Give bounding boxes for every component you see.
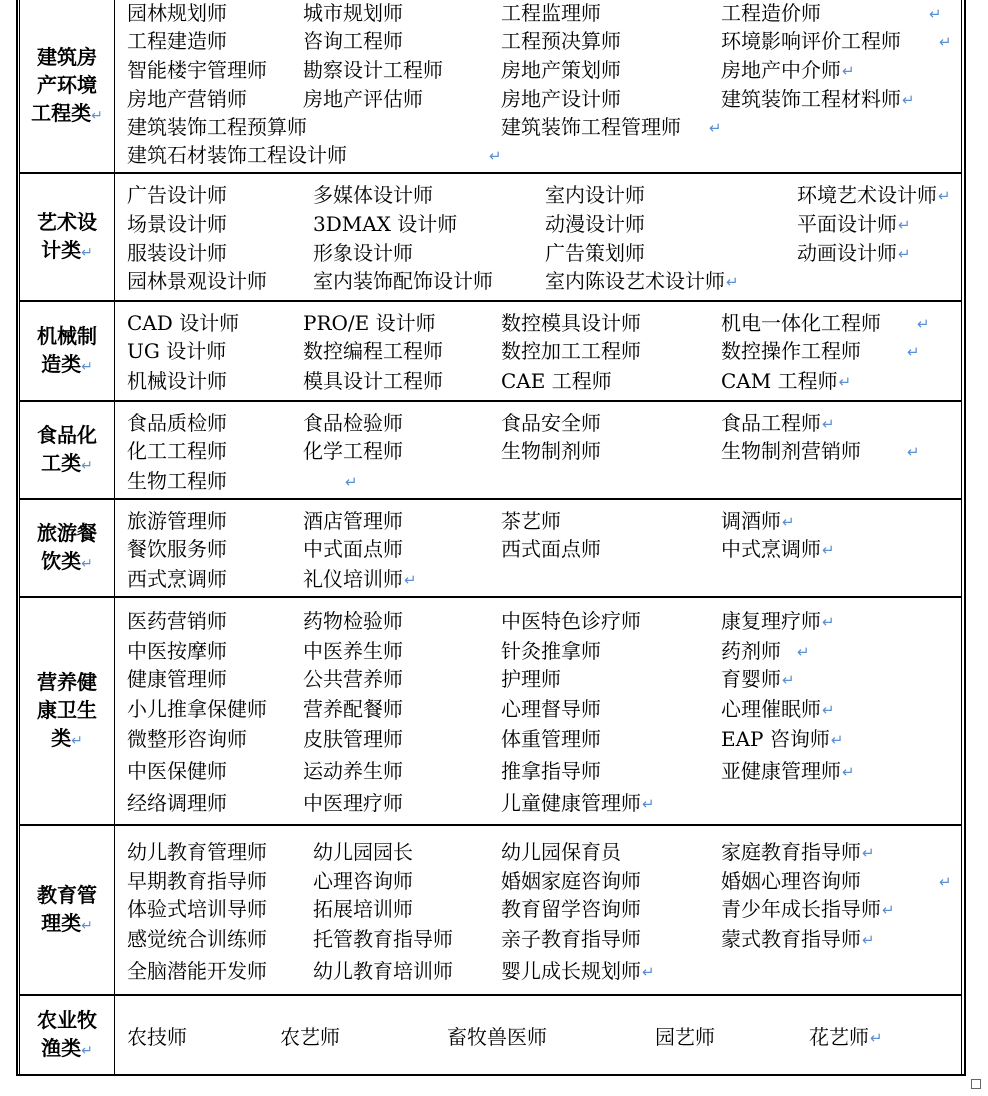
- paragraph-mark-icon: ↵: [929, 5, 942, 23]
- profession-item: 针灸推拿师: [501, 639, 601, 663]
- paragraph-mark-icon: ↵: [830, 731, 844, 749]
- profession-item: 生物工程师: [127, 469, 227, 493]
- profession-item: 机械设计师: [127, 369, 227, 393]
- paragraph-mark-icon: ↵: [841, 62, 855, 80]
- column-divider: [114, 826, 115, 994]
- profession-item: 广告设计师: [127, 183, 227, 207]
- profession-item: 咨询工程师: [303, 29, 403, 53]
- paragraph-mark-icon: ↵: [907, 343, 920, 361]
- profession-item: 教育留学咨询师: [501, 897, 641, 921]
- profession-item: 环境艺术设计师: [797, 183, 937, 207]
- profession-item: 护理师: [501, 667, 561, 691]
- profession-item: 儿童健康管理师: [501, 791, 641, 815]
- paragraph-mark-icon: ↵: [489, 147, 502, 165]
- profession-item: 动画设计师: [797, 241, 897, 265]
- profession-item: 服装设计师: [127, 241, 227, 265]
- profession-item: 多媒体设计师: [313, 183, 433, 207]
- table-row-divider: [19, 172, 962, 174]
- profession-item: 旅游管理师: [127, 509, 227, 533]
- profession-item: UG 设计师: [127, 339, 227, 363]
- category-cell: [20, 402, 114, 498]
- paragraph-mark-icon: ↵: [797, 643, 810, 661]
- paragraph-mark-icon: ↵: [939, 33, 952, 51]
- paragraph-mark-icon: ↵: [937, 187, 951, 205]
- profession-item: 心理催眠师: [721, 697, 821, 721]
- paragraph-mark-icon: ↵: [907, 443, 920, 461]
- profession-item: 食品安全师: [501, 411, 601, 435]
- profession-item: 广告策划师: [545, 241, 645, 265]
- paragraph-mark-icon: ↵: [81, 358, 93, 375]
- category-line: 渔类↵: [41, 1035, 93, 1060]
- profession-item: 机电一体化工程师: [721, 311, 881, 335]
- profession-item: 房地产评估师: [303, 87, 423, 111]
- profession-item: 拓展培训师: [313, 897, 413, 921]
- profession-item: 食品检验师: [303, 411, 403, 435]
- category-label: [37, 668, 97, 755]
- profession-item: 食品工程师: [721, 411, 821, 435]
- category-line: 计类↵: [41, 237, 93, 262]
- profession-item: 智能楼宇管理师: [127, 58, 267, 82]
- profession-item: 体重管理师: [501, 727, 601, 751]
- paragraph-mark-icon: ↵: [861, 931, 875, 949]
- profession-item: 房地产设计师: [501, 87, 621, 111]
- profession-item: 全脑潜能开发师: [127, 959, 267, 983]
- profession-item: 平面设计师: [797, 212, 897, 236]
- paragraph-mark-icon: ↵: [821, 701, 835, 719]
- profession-item: 化工工程师: [127, 439, 227, 463]
- table-border-left: [16, 0, 18, 1076]
- profession-item: 城市规划师: [303, 1, 403, 25]
- profession-item: 工程造价师: [721, 1, 821, 25]
- profession-item: 幼儿教育管理师: [127, 840, 267, 864]
- profession-item: 感觉统合训练师: [127, 927, 267, 951]
- profession-item: 心理督导师: [501, 697, 601, 721]
- table-row-divider: [19, 596, 962, 598]
- profession-item: 室内装饰配饰设计师: [313, 269, 493, 293]
- profession-item: 场景设计师: [127, 212, 227, 236]
- profession-item: EAP 咨询师: [721, 727, 830, 751]
- profession-item: 化学工程师: [303, 439, 403, 463]
- profession-item: 营养配餐师: [303, 697, 403, 721]
- paragraph-mark-icon: ↵: [939, 873, 952, 891]
- paragraph-mark-icon: ↵: [345, 473, 358, 491]
- category-cell: [20, 826, 114, 994]
- profession-item: CAD 设计师: [127, 311, 240, 335]
- profession-item: 动漫设计师: [545, 212, 645, 236]
- profession-item: 数控操作工程师: [721, 339, 861, 363]
- category-line: 教育管: [37, 882, 97, 907]
- column-divider: [114, 0, 115, 172]
- paragraph-mark-icon: ↵: [781, 671, 795, 689]
- profession-item: 心理咨询师: [313, 869, 413, 893]
- profession-item: 农艺师: [280, 1025, 340, 1049]
- profession-item: 幼儿教育培训师: [313, 959, 453, 983]
- profession-item: 家庭教育指导师: [721, 840, 861, 864]
- category-line: 造类↵: [41, 351, 93, 376]
- category-line: 产环境: [36, 72, 97, 97]
- profession-item: 药剂师: [721, 639, 781, 663]
- profession-item: 形象设计师: [313, 241, 413, 265]
- profession-item: 蒙式教育指导师: [721, 927, 861, 951]
- category-line: 农业牧: [37, 1007, 97, 1032]
- profession-item: 体验式培训导师: [127, 897, 267, 921]
- column-divider: [114, 996, 115, 1074]
- profession-item: 工程预决算师: [501, 29, 621, 53]
- column-divider: [114, 598, 115, 824]
- profession-item: 推拿指导师: [501, 759, 601, 783]
- profession-item: 室内陈设艺术设计师: [545, 269, 725, 293]
- profession-item: 幼儿园保育员: [501, 840, 621, 864]
- profession-item: 3DMAX 设计师: [313, 212, 458, 236]
- profession-item: 环境影响评价工程师: [721, 29, 901, 53]
- profession-item: 花艺师: [809, 1025, 869, 1049]
- profession-item: 园艺师: [655, 1025, 715, 1049]
- category-label: [37, 421, 97, 480]
- column-divider: [114, 174, 115, 300]
- category-line: 理类↵: [41, 910, 93, 935]
- profession-item: 酒店管理师: [303, 509, 403, 533]
- profession-item: CAM 工程师: [721, 369, 838, 393]
- profession-item: 中式面点师: [303, 537, 403, 561]
- category-cell: [20, 598, 114, 824]
- paragraph-mark-icon: ↵: [821, 541, 835, 559]
- profession-item: 皮肤管理师: [303, 727, 403, 751]
- profession-item: 房地产营销师: [127, 87, 247, 111]
- column-divider: [114, 500, 115, 596]
- profession-item: 运动养生师: [303, 759, 403, 783]
- table-border-right-inner: [961, 0, 962, 1074]
- category-line: 旅游餐: [37, 520, 97, 545]
- profession-item: 调酒师: [721, 509, 781, 533]
- paragraph-mark-icon: ↵: [897, 245, 911, 263]
- category-label: [37, 1006, 97, 1065]
- table-row-divider: [16, 1074, 966, 1076]
- profession-item: 建筑石材装饰工程设计师: [127, 143, 347, 167]
- category-label: [37, 519, 97, 578]
- profession-item: 生物制剂营销师: [721, 439, 861, 463]
- category-cell: [20, 174, 114, 300]
- profession-item: 工程监理师: [501, 1, 601, 25]
- paragraph-mark-icon: ↵: [841, 763, 855, 781]
- category-line: 食品化: [37, 422, 97, 447]
- profession-item: 生物制剂师: [501, 439, 601, 463]
- category-line: 营养健: [37, 669, 97, 694]
- profession-item: 育婴师: [721, 667, 781, 691]
- profession-item: 园林景观设计师: [127, 269, 267, 293]
- category-line: 工程类↵: [31, 100, 103, 125]
- profession-item: 勘察设计工程师: [303, 58, 443, 82]
- category-label: [37, 881, 97, 940]
- profession-item: 经络调理师: [127, 791, 227, 815]
- category-line: 类↵: [51, 725, 83, 750]
- profession-item: 康复理疗师: [721, 609, 821, 633]
- paragraph-mark-icon: ↵: [403, 571, 417, 589]
- profession-item: 建筑装饰工程材料师: [721, 87, 901, 111]
- profession-item: 园林规划师: [127, 1, 227, 25]
- table-row-divider: [19, 400, 962, 402]
- paragraph-mark-icon: ↵: [881, 901, 895, 919]
- paragraph-mark-icon: ↵: [81, 1042, 93, 1059]
- profession-item: 茶艺师: [501, 509, 561, 533]
- paragraph-mark-icon: ↵: [81, 917, 93, 934]
- paragraph-mark-icon: ↵: [91, 107, 103, 124]
- category-line: 饮类↵: [41, 548, 93, 573]
- paragraph-mark-icon: ↵: [897, 216, 911, 234]
- paragraph-mark-icon: ↵: [641, 795, 655, 813]
- profession-item: 健康管理师: [127, 667, 227, 691]
- profession-item: 婚姻心理咨询师: [721, 869, 861, 893]
- profession-item: 中医保健师: [127, 759, 227, 783]
- profession-item: 中式烹调师: [721, 537, 821, 561]
- profession-item: 医药营销师: [127, 609, 227, 633]
- profession-item: 婚姻家庭咨询师: [501, 869, 641, 893]
- profession-item: 建筑装饰工程预算师: [127, 115, 307, 139]
- profession-item: 中医特色诊疗师: [501, 609, 641, 633]
- profession-item: 食品质检师: [127, 411, 227, 435]
- category-line: 康卫生: [37, 697, 97, 722]
- paragraph-mark-icon: ↵: [641, 963, 655, 981]
- table-row-divider: [19, 300, 962, 302]
- profession-item: 中医理疗师: [303, 791, 403, 815]
- table-row-divider: [19, 824, 962, 826]
- profession-item: 餐饮服务师: [127, 537, 227, 561]
- category-line: 建筑房: [36, 44, 97, 69]
- profession-item: 公共营养师: [303, 667, 403, 691]
- paragraph-mark-icon: ↵: [71, 732, 83, 749]
- category-line: 工类↵: [41, 450, 93, 475]
- category-cell: [20, 0, 114, 172]
- paragraph-mark-icon: ↵: [821, 613, 835, 631]
- paragraph-mark-icon: ↵: [709, 119, 722, 137]
- profession-item: CAE 工程师: [501, 369, 612, 393]
- profession-item: 幼儿园园长: [313, 840, 413, 864]
- category-label: [31, 43, 103, 130]
- resize-handle-icon[interactable]: [971, 1079, 981, 1089]
- paragraph-mark-icon: ↵: [917, 315, 930, 333]
- column-divider: [114, 402, 115, 498]
- paragraph-mark-icon: ↵: [821, 415, 835, 433]
- table-row-divider: [19, 994, 962, 996]
- paragraph-mark-icon: ↵: [81, 244, 93, 261]
- category-cell: [20, 302, 114, 400]
- profession-item: 婴儿成长规划师: [501, 959, 641, 983]
- profession-item: 农技师: [127, 1025, 187, 1049]
- profession-item: 中医养生师: [303, 639, 403, 663]
- profession-item: 托管教育指导师: [313, 927, 453, 951]
- profession-item: 工程建造师: [127, 29, 227, 53]
- profession-item: 早期教育指导师: [127, 869, 267, 893]
- category-label: [37, 208, 97, 267]
- paragraph-mark-icon: ↵: [869, 1029, 883, 1047]
- profession-item: 药物检验师: [303, 609, 403, 633]
- category-cell: [20, 500, 114, 596]
- profession-item: 中医按摩师: [127, 639, 227, 663]
- profession-item: 微整形咨询师: [127, 727, 247, 751]
- profession-item: 室内设计师: [545, 183, 645, 207]
- category-cell: [20, 996, 114, 1074]
- profession-item: 礼仪培训师: [303, 567, 403, 591]
- profession-item: 房地产策划师: [501, 58, 621, 82]
- table-row-divider: [19, 498, 962, 500]
- paragraph-mark-icon: ↵: [861, 844, 875, 862]
- category-line: 艺术设: [37, 209, 97, 234]
- profession-item: 亚健康管理师: [721, 759, 841, 783]
- profession-item: 西式面点师: [501, 537, 601, 561]
- profession-item: 西式烹调师: [127, 567, 227, 591]
- profession-item: 数控模具设计师: [501, 311, 641, 335]
- paragraph-mark-icon: ↵: [838, 373, 852, 391]
- profession-item: 模具设计工程师: [303, 369, 443, 393]
- paragraph-mark-icon: ↵: [901, 91, 915, 109]
- profession-item: 畜牧兽医师: [447, 1025, 547, 1049]
- paragraph-mark-icon: ↵: [781, 513, 795, 531]
- paragraph-mark-icon: ↵: [725, 273, 739, 291]
- profession-item: 房地产中介师: [721, 58, 841, 82]
- profession-item: 青少年成长指导师: [721, 897, 881, 921]
- category-line: 机械制: [37, 323, 97, 348]
- category-label: [37, 322, 97, 381]
- paragraph-mark-icon: ↵: [81, 457, 93, 474]
- profession-item: 小儿推拿保健师: [127, 697, 267, 721]
- column-divider: [114, 302, 115, 400]
- profession-item: PRO/E 设计师: [303, 311, 436, 335]
- profession-item: 数控编程工程师: [303, 339, 443, 363]
- profession-item: 亲子教育指导师: [501, 927, 641, 951]
- paragraph-mark-icon: ↵: [81, 555, 93, 572]
- table-border-right: [964, 0, 966, 1076]
- profession-item: 数控加工工程师: [501, 339, 641, 363]
- profession-item: 建筑装饰工程管理师: [501, 115, 681, 139]
